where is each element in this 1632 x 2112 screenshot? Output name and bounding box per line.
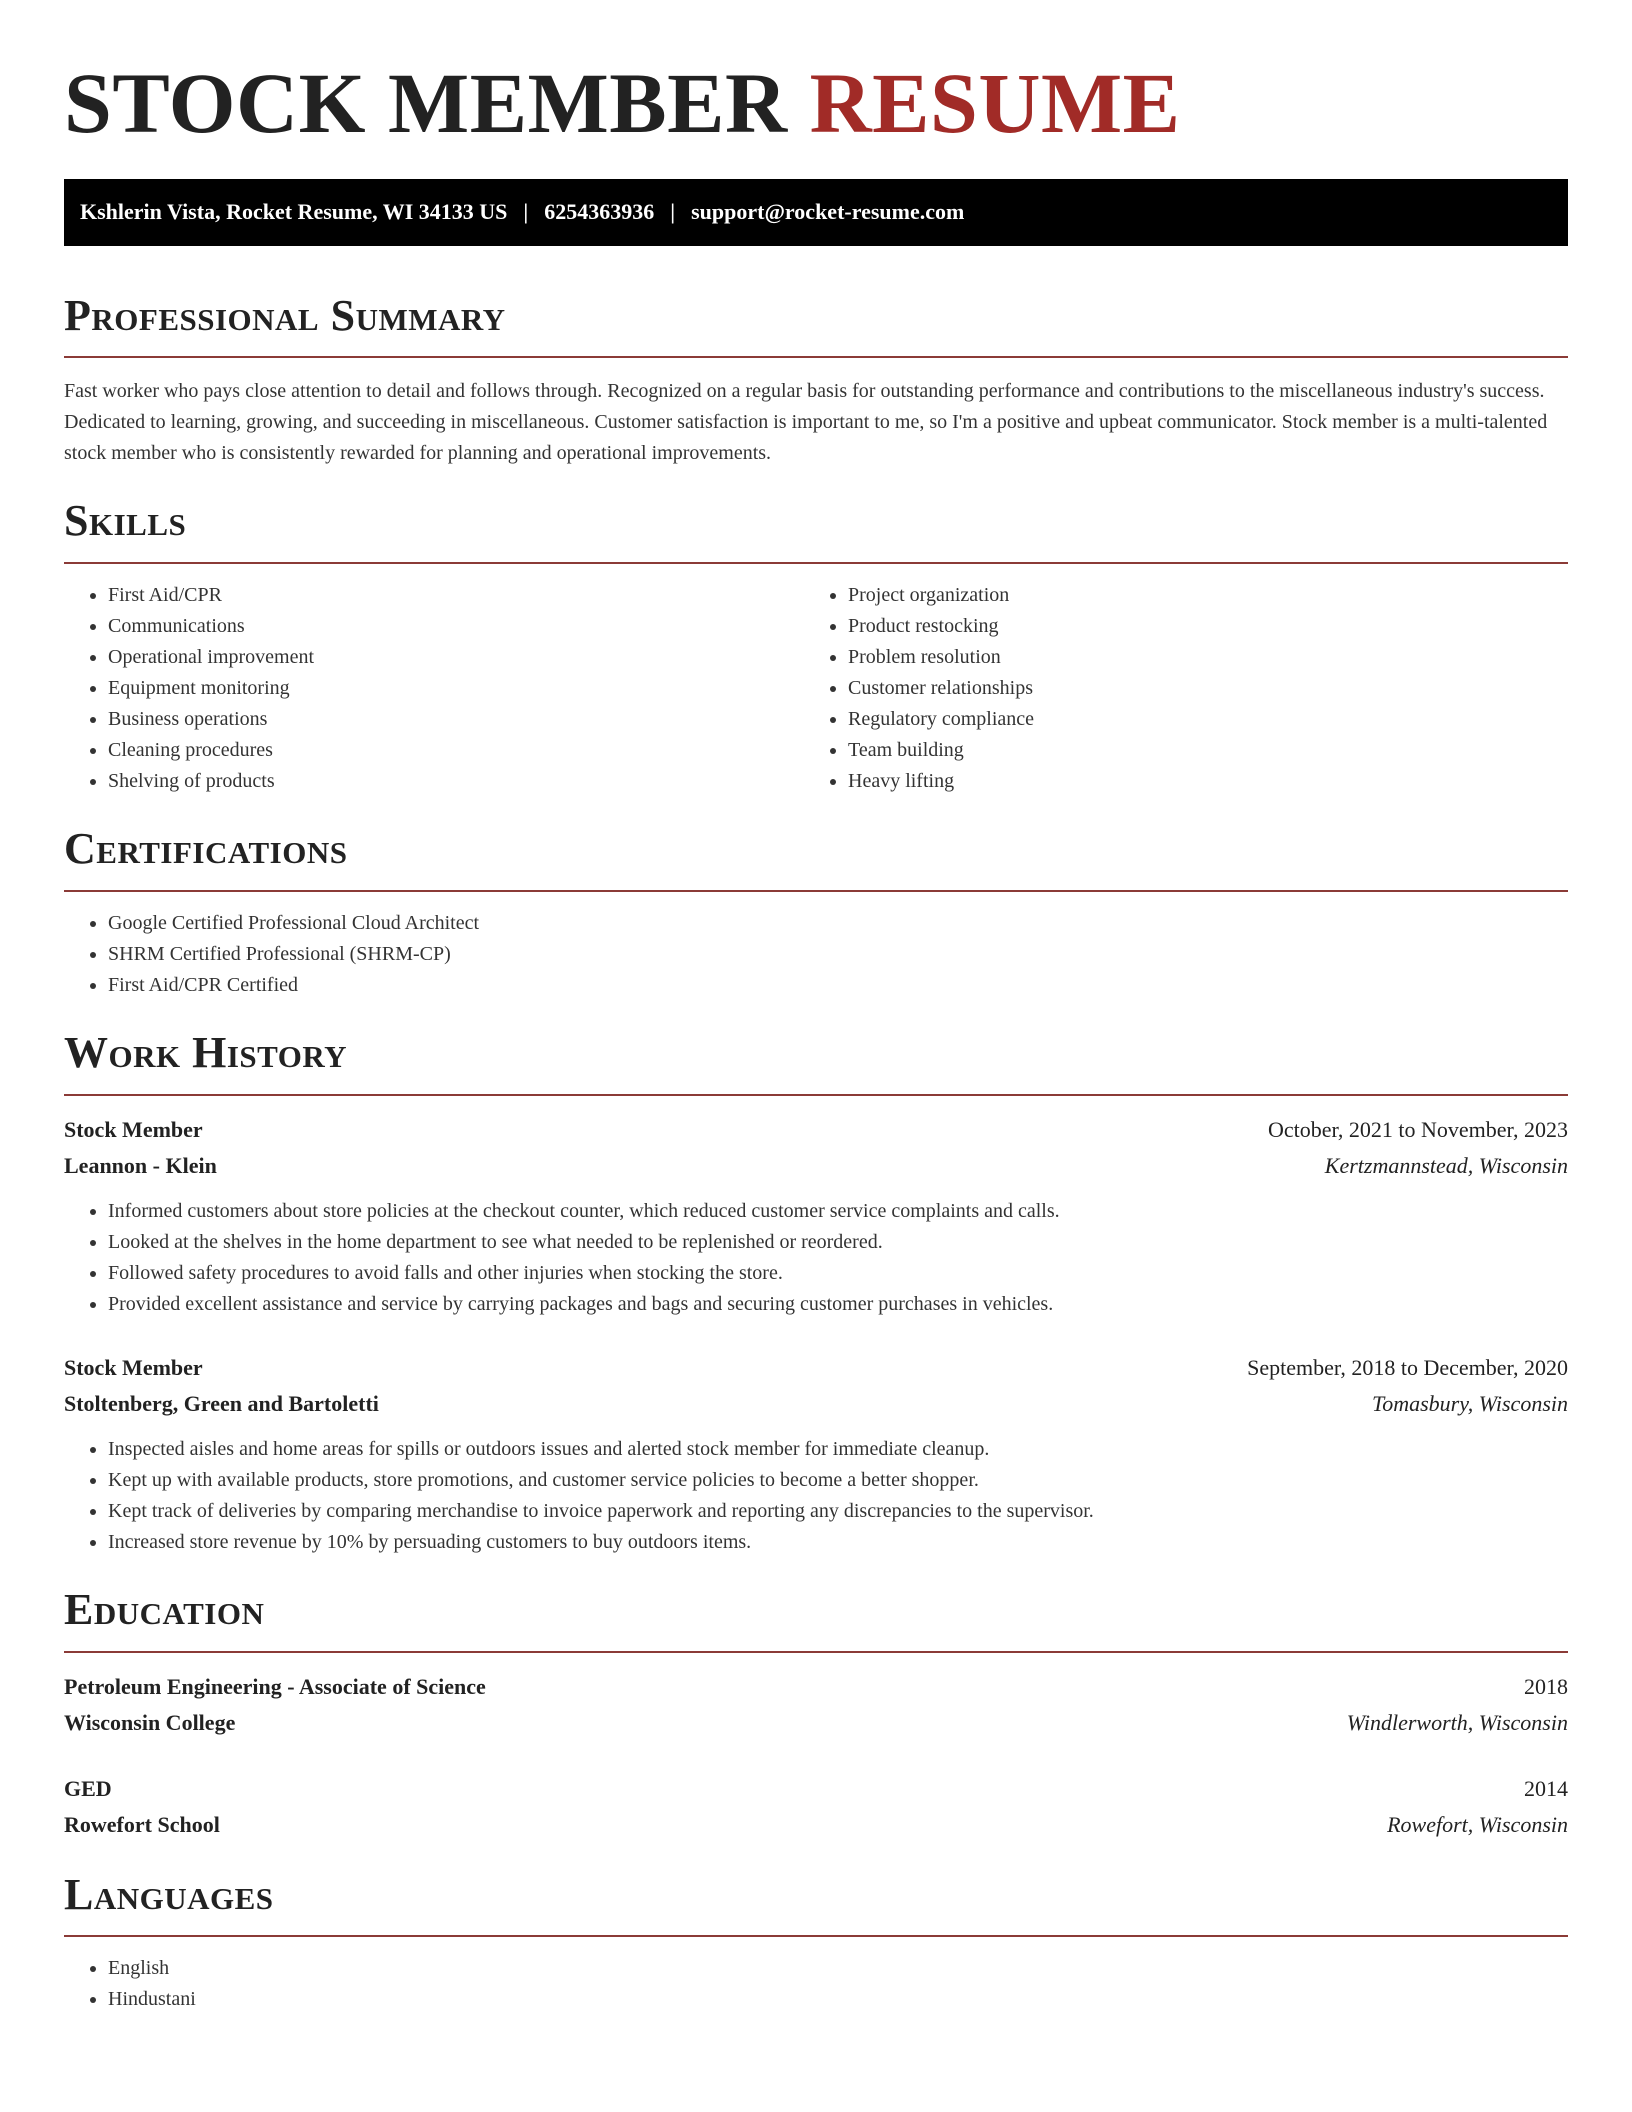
contact-bar bbox=[64, 179, 1568, 246]
job-company-row bbox=[64, 1386, 1568, 1422]
job-dates: September, 2018 to December, 2020 bbox=[1247, 1354, 1568, 1380]
skill-item: • Heavy lifting bbox=[848, 766, 1568, 797]
job-bullet: • Informed customers about store policies at the checkout counter, which reduced customer service complaints and calls. bbox=[108, 1196, 1568, 1227]
summary-text: Fast worker who pays close attention to detail and follows through. Recognized on a regular basis for outstanding performance and contributions to the miscellaneous industry's success. Dedicated to learning, growing, and succeeding in miscellaneous. Customer satisfaction is important to me, so I'm a positive and upbeat communicator. Stock member is a multi-talented stock member who is consistently rewarded for planning and operational improvements. bbox=[64, 380, 1548, 465]
job-bullet: • Followed safety procedures to avoid falls and other injuries when stocking the store. bbox=[108, 1258, 1568, 1289]
education-school: Rowefort School bbox=[64, 1811, 220, 1837]
job-company-row bbox=[64, 1148, 1568, 1184]
skill-item: • Operational improvement bbox=[108, 642, 804, 673]
language-item: • English bbox=[108, 1953, 1568, 1984]
title-main: STOCK MEMBER bbox=[64, 55, 788, 151]
job-bullets bbox=[64, 1196, 1568, 1320]
education-school-row bbox=[64, 1807, 1568, 1843]
summary-heading: Professional Summary bbox=[64, 290, 506, 340]
skills-list-left bbox=[64, 580, 804, 797]
skill-item: • Project organization bbox=[848, 580, 1568, 611]
certification-item: • First Aid/CPR Certified bbox=[108, 970, 1568, 1001]
skill-item: • Business operations bbox=[108, 704, 804, 735]
skills-grid bbox=[64, 564, 1568, 797]
skills-list-right bbox=[804, 580, 1568, 797]
skill-item: • First Aid/CPR bbox=[108, 580, 804, 611]
education-degree-row bbox=[64, 1771, 1568, 1807]
job-bullets bbox=[64, 1434, 1568, 1558]
education-degree-row bbox=[64, 1669, 1568, 1705]
languages-heading: Languages bbox=[64, 1869, 274, 1919]
job-header-row bbox=[64, 1112, 1568, 1148]
skill-item: • Shelving of products bbox=[108, 766, 804, 797]
job-bullet: • Kept up with available products, store promotions, and customer service policies to become a better shopper. bbox=[108, 1465, 1568, 1496]
skill-item: • Team building bbox=[848, 735, 1568, 766]
contact-separator: | bbox=[670, 199, 676, 225]
job-company: Stoltenberg, Green and Bartoletti bbox=[64, 1390, 379, 1416]
resume-title bbox=[64, 56, 1568, 151]
certifications-heading: Certifications bbox=[64, 824, 348, 874]
education-degree: Petroleum Engineering - Associate of Science bbox=[64, 1673, 486, 1699]
certification-item: • Google Certified Professional Cloud Architect bbox=[108, 908, 1568, 939]
education-location: Rowefort, Wisconsin bbox=[1387, 1811, 1568, 1837]
section-divider bbox=[64, 890, 1568, 892]
contact-separator: | bbox=[523, 199, 529, 225]
languages-list bbox=[64, 1953, 1568, 2015]
education-year: 2018 bbox=[1524, 1673, 1568, 1699]
job-entry bbox=[64, 1112, 1568, 1320]
certifications-list bbox=[64, 908, 1568, 1001]
education-school-row bbox=[64, 1705, 1568, 1741]
skills-heading: Skills bbox=[64, 496, 187, 546]
job-header-row bbox=[64, 1350, 1568, 1386]
job-title: Stock Member bbox=[64, 1116, 203, 1142]
skill-item: • Equipment monitoring bbox=[108, 673, 804, 704]
education-entry bbox=[64, 1771, 1568, 1843]
contact-email: support@rocket-resume.com bbox=[691, 199, 965, 225]
skill-item: • Communications bbox=[108, 611, 804, 642]
certification-item: • SHRM Certified Professional (SHRM-CP) bbox=[108, 939, 1568, 970]
job-company: Leannon - Klein bbox=[64, 1152, 217, 1178]
summary-section bbox=[64, 290, 1568, 470]
title-accent: RESUME bbox=[809, 55, 1181, 151]
section-divider bbox=[64, 1935, 1568, 1937]
work-history-heading: Work History bbox=[64, 1027, 348, 1077]
education-section bbox=[64, 1584, 1568, 1843]
job-title: Stock Member bbox=[64, 1354, 203, 1380]
skill-item: • Customer relationships bbox=[848, 673, 1568, 704]
skill-item: • Product restocking bbox=[848, 611, 1568, 642]
job-entry bbox=[64, 1350, 1568, 1558]
education-school: Wisconsin College bbox=[64, 1709, 236, 1735]
job-bullet: • Increased store revenue by 10% by persuading customers to buy outdoors items. bbox=[108, 1527, 1568, 1558]
job-bullet: • Provided excellent assistance and service by carrying packages and bags and securing customer purchases in vehicles. bbox=[108, 1289, 1568, 1320]
skill-item: • Cleaning procedures bbox=[108, 735, 804, 766]
job-dates: October, 2021 to November, 2023 bbox=[1267, 1116, 1568, 1142]
job-bullet: • Inspected aisles and home areas for spills or outdoors issues and alerted stock member for immediate cleanup. bbox=[108, 1434, 1568, 1465]
certifications-section bbox=[64, 823, 1568, 1001]
job-location: Kertzmannstead, Wisconsin bbox=[1324, 1152, 1568, 1178]
language-item: • Hindustani bbox=[108, 1984, 1568, 2015]
job-bullet: • Looked at the shelves in the home department to see what needed to be replenished or reordered. bbox=[108, 1227, 1568, 1258]
education-entry bbox=[64, 1669, 1568, 1741]
education-location: Windlerworth, Wisconsin bbox=[1346, 1709, 1568, 1735]
skill-item: • Regulatory compliance bbox=[848, 704, 1568, 735]
education-year: 2014 bbox=[1524, 1775, 1568, 1801]
education-heading: Education bbox=[64, 1584, 265, 1634]
skills-section bbox=[64, 495, 1568, 797]
education-degree: GED bbox=[64, 1775, 112, 1801]
job-bullet: • Kept track of deliveries by comparing merchandise to invoice paperwork and reporting any discrepancies to the supervisor. bbox=[108, 1496, 1568, 1527]
section-divider bbox=[64, 356, 1568, 358]
contact-address: Kshlerin Vista, Rocket Resume, WI 34133 US bbox=[80, 199, 508, 225]
languages-section bbox=[64, 1869, 1568, 2016]
job-location: Tomasbury, Wisconsin bbox=[1371, 1390, 1568, 1416]
section-divider bbox=[64, 1651, 1568, 1653]
contact-phone: 6254363936 bbox=[544, 199, 655, 225]
work-history-section bbox=[64, 1027, 1568, 1558]
skill-item: • Problem resolution bbox=[848, 642, 1568, 673]
section-divider bbox=[64, 1094, 1568, 1096]
